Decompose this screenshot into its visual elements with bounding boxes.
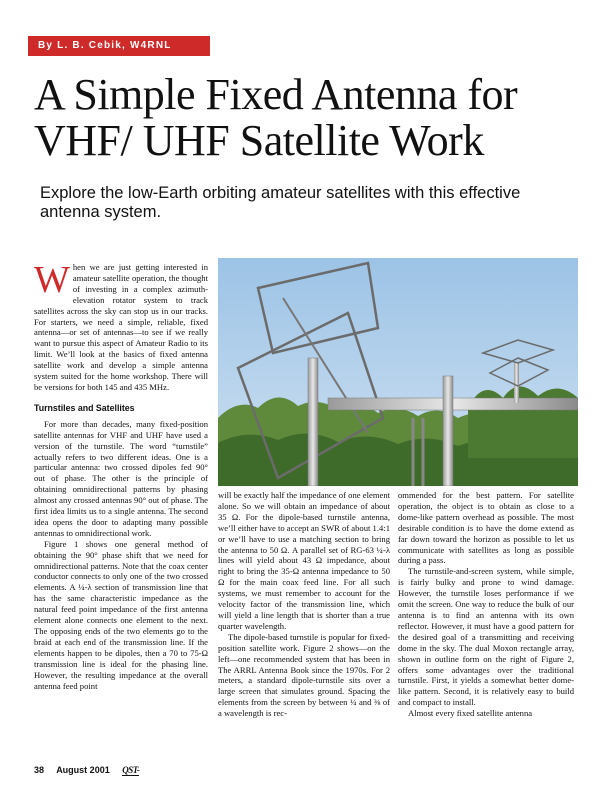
article-title: A Simple Fixed Antenna for VHF/ UHF Satellite Work [34, 70, 518, 165]
antenna-photo-image [218, 258, 578, 486]
column-2-paragraph-2: The dipole-based turnstile is popular for fixed-position satellite work. Figure 2 shows—on the left—one recommended system that has been in The ARRL Antenna Book since the 1970s. For 2 meters, a standard dipole-turnstile sits over a large screen that simulates ground. Spacing the elements from the screen by between ¼ and ⅜ of a wavelength is rec- [218, 631, 390, 719]
column-1-paragraph-3: Figure 1 shows one general method of obtaining the 90° phase shift that we need for omnidirectional patterns. Note that the coax center conductor connects to only one of the two crossed elements. A ¼-λ section of transmission line that has the same characteristic impedance as the natural feed point impedance of the first antenna element alone connects one element to the next. The opposing ends of the two elements go to the braid at each end of the transmission line. If the elements happen to be dipoles, then a 70 to 75-Ω transmission line is ideal for the phasing line. However, the resulting impedance at the overall antenna feed point [34, 538, 208, 691]
drop-cap: W [34, 259, 70, 301]
page-footer [34, 765, 149, 775]
column-1 [34, 259, 208, 691]
column-2-paragraph-1: will be exactly half the impedance of one element alone. So we will obtain an impedance of about 35 Ω. For the dipole-based turnstile antenna, we’ll either have to accept an SWR of about 1.4:1 or we’ll have to use a matching section to bring the antenna to 50 Ω. A parallel set of RG-63 ¼-λ lines will yield about 43 Ω impedance, about right to bring the 35-Ω antenna impedance to 50 Ω for the main coax feed line. For all such systems, we must remember to account for the velocity factor of the transmission line, which will yield a line length that is shorter than a true quarter wavelength. [218, 490, 390, 631]
article-subtitle: Explore the low-Earth orbiting amateur satellites with this effective antenna system. [40, 184, 521, 221]
column-1-paragraph-1: hen we are just getting interested in amateur satellite operation, the thought of investing in a complex azimuth-elevation rotator system to track satellites across the sky can stop us in our tracks. For starters, we need a simple, reliable, fixed antenna—or set of antennas—to see if we really want to pursue this aspect of Amateur Radio to its limit. We’ll look at the basics of fixed antenna satellite work and develop a simple antenna system suited for the home workshop. There will be versions for both 145 and 435 MHz. [34, 262, 208, 392]
antenna-photo [218, 258, 578, 486]
column-1-paragraph-2: For more than decades, many fixed-position satellite antennas for VHF and UHF have used a version of the turnstile. The word “turnstile” actually refers to two different ideas. One is a particular antenna: two crossed dipoles fed 90° out of phase. The other is the principle of obtaining omnidirectional patterns by phasing almost any crossed antennas 90° out of phase. The first idea limits us to a single antenna. The second idea opens the door to adapting many possible antennas to omnidirectional work. [34, 418, 208, 538]
column-2 [218, 490, 390, 719]
page-number: 38 [34, 765, 45, 775]
author-byline: By L. B. Cebik, W4RNL [28, 36, 210, 56]
column-3 [398, 490, 574, 719]
column-3-paragraph-3: Almost every fixed satellite antenna [408, 708, 533, 719]
column-3-paragraph-1: ommended for the best pattern. For satellite operation, the object is to obtain as close to a dome-like pattern overhead as possible. The most desirable condition is to have the dome extend as far down toward the horizon as possible to let us communicate with satellites as long as possible during a pass. [398, 490, 574, 566]
column-3-paragraph-2: The turnstile-and-screen system, while simple, is fairly bulky and prone to wind damage. However, the turnstile loses performance if we omit the screen. One way to reduce the bulk of our antenna is to find an antenna with its own reflector. However, it must have a good pattern for the desired goal of a transmitting and receiving dome in the sky. The dual Moxon rectangle array, shown in outline form on the right of Figure 2, offers some advantages over the traditional turnstile. First, it yields a somewhat better dome-like pattern. Second, it is relatively easy to build and compact to install. [398, 566, 574, 708]
section-heading: Turnstiles and Satellites [34, 402, 135, 413]
magazine-logo: QST- [122, 765, 140, 775]
issue-date: August 2001 [56, 765, 110, 775]
